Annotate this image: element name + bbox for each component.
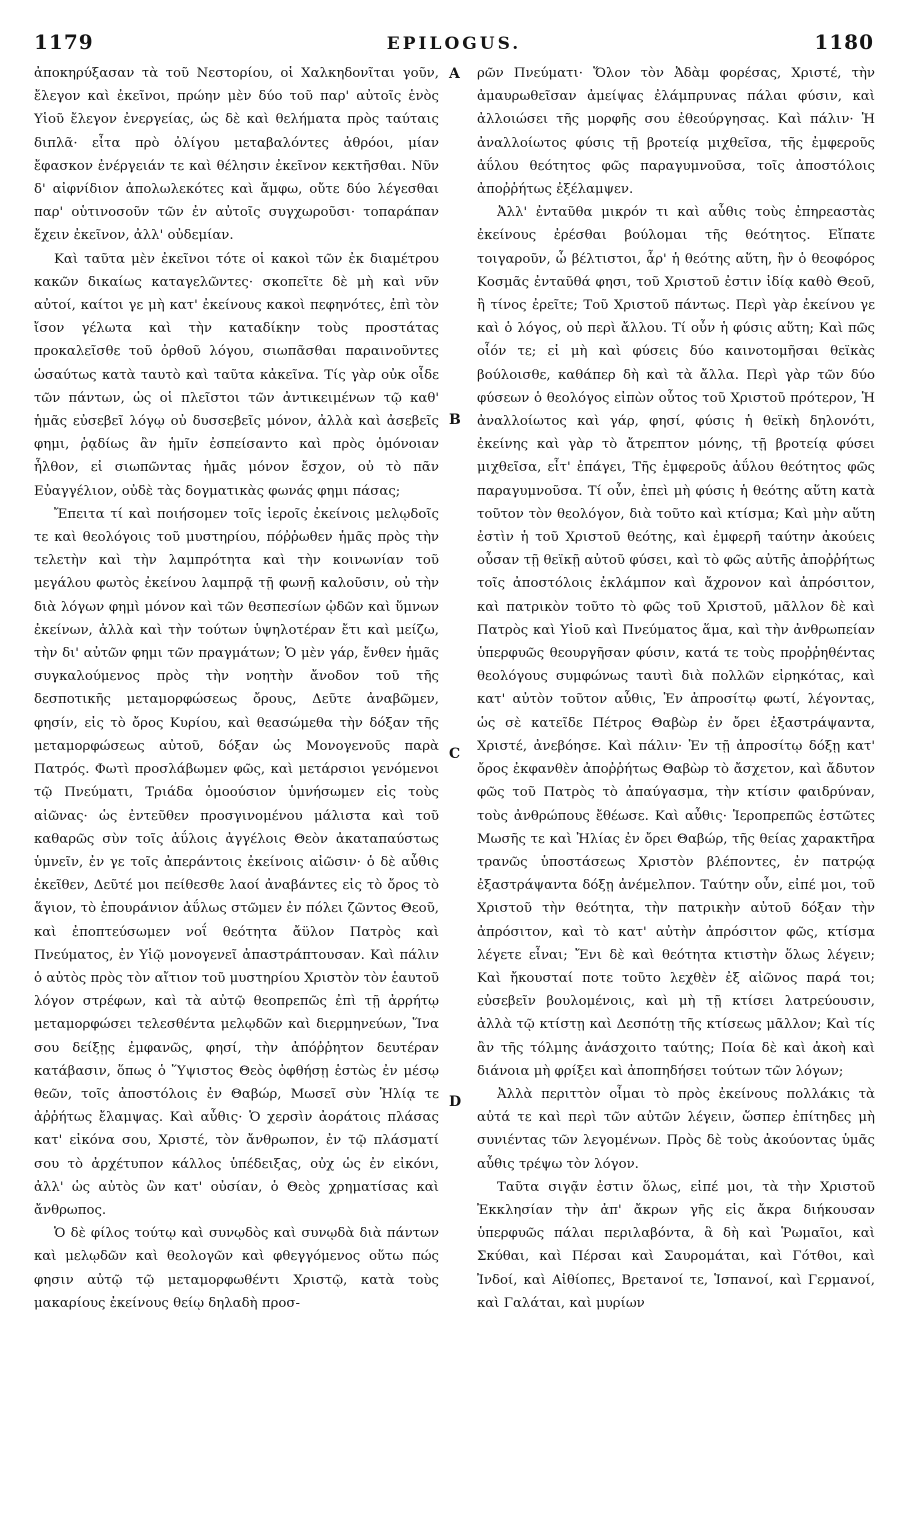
paragraph: Καὶ ταῦτα μὲν ἐκεῖνοι τότε οἱ κακοὶ τῶν ἐκ διαμέτρου κακῶν δικαίως καταγελῶντες· σκοπεῖτε δὲ μὴ καὶ νῦν αὐτοί, καίτοι γε μὴ κατ' ἐκείνους κακοὶ πεφηνότες, ἐπὶ τὸν ἴσον γέλωτα καὶ τὴν καταδίκην τοὺς προστάτας προκαλεῖσθε τοῦ ὀρθοῦ λόγου, σιωπᾶσθαι παραινοῦντες ὡσαύτως κατὰ ταυτὸ καὶ ταῦτα κἀκεῖνα. Τίς γὰρ οὐκ οἶδε τῶν πάντων, ὡς οἱ πλεῖστοι τῶν ἀντικειμένων τῷ καθ' ἡμᾶς εὐσεβεῖ λόγῳ οὐ δυσσεβεῖς μόνον, ἀλλὰ καὶ ἀσεβεῖς φημι, ῥᾳδίως ἂν ἡμῖν ἐσπείσαντο καὶ πρὸς ὁμόνοιαν ἧλθον, εἰ σιωπῶντας ἡμᾶς μόνον ἔσχον, οὐ τὸ πᾶν Εὐαγγέλιον, οὐδὲ τὰς δογματικὰς φωνάς φημι πάσας; <box>34 251 439 499</box>
section-marker-d: D <box>449 1094 462 1110</box>
section-marker-b: B <box>449 412 461 428</box>
section-marker-a: A <box>449 66 460 82</box>
right-column <box>477 62 875 1315</box>
left-column <box>34 62 439 1315</box>
paragraph: Ἀλλὰ περιττὸν οἶμαι τὸ πρὸς ἐκείνους πολλάκις τὰ αὐτά τε καὶ περὶ τῶν αὐτῶν λέγειν, ὥσπερ ἐπίτηδες μὴ συνιέντας τῶν λεγομένων. Πρὸς δὲ τοὺς ἀκούοντας ὑμᾶς αὖθις τρέψω τὸν λόγον. <box>477 1086 875 1172</box>
page-number-right: 1180 <box>814 30 874 54</box>
paragraph: Ταῦτα σιγᾷν ἐστιν ὅλως, εἰπέ μοι, τὰ τὴν Χριστοῦ Ἐκκλησίαν τὴν ἀπ' ἄκρων γῆς εἰς ἄκρα διήκουσαν ὑπερφυῶς πάλαι περιλαβόντα, ἃ δὴ καὶ Ῥωμαῖοι, καὶ Σκύθαι, καὶ Πέρσαι καὶ Σαυρομάται, καὶ Γότθοι, καὶ Ἰνδοί, καὶ Αἰθίοπες, Βρετανοί τε, Ἱσπανοί, καὶ Γερμανοί, καὶ Γαλάται, καὶ μυρίων <box>477 1179 875 1311</box>
section-marker-c: C <box>449 746 461 762</box>
paragraph: Ἔπειτα τί καὶ ποιήσομεν τοῖς ἱεροῖς ἐκείνοις μελῳδοῖς τε καὶ θεολόγοις τοῦ μυστηρίου, πόῤῥωθεν ἡμᾶς πρὸς τὴν τελετὴν καὶ τὴν λαμπρότητα καὶ τὴν κοινωνίαν τοῦ μεγάλου φωτὸς ἐκείνου λαμπρᾷ τῇ φωνῇ καλοῦσιν, οὐ τὴν διὰ λόγων φημὶ μόνον καὶ τῶν θεσπεσίων ᾠδῶν καὶ ὕμνων ἐκείνων, ἀλλὰ καὶ τὴν τούτων ὑψηλοτέραν ἔτι καὶ μείζω, τὴν δι' αὐτῶν φημι τῶν πραγμάτων; Ὁ μὲν γάρ, ἔνθεν ἡμᾶς συγκαλούμενος πρὸς τὴν νοητὴν ἄνοδον τοῦ τῆς δεσποτικῆς μεταμορφώσεως ὄρους, Δεῦτε ἀναβῶμεν, φησίν, εἰς τὸ ὄρος Κυρίου, καὶ θεασώμεθα τὴν δόξαν τῆς μεταμορφώσεως αὐτοῦ, δόξαν ὡς Μονογενοῦς παρὰ Πατρός. Φωτὶ προσλάβωμεν φῶς, καὶ μετάρσιοι γενόμενοι τῷ Πνεύματι, Τριάδα ὁμοούσιον ὑμνήσωμεν εἰς τοὺς αἰῶνας· ὡς ἐντεῦθεν προσγινομένου μάλιστα καὶ τοῦ καθαρῶς σὺν τοῖς ἀΰλοις ἀγγέλοις Θεὸν ἀκαταπαύστως ὑμνεῖν, ἐν γε τοῖς ἀπεράντοις ἐκείνοις αἰῶσιν· ὁ δὲ αὖθις ἐκεῖθεν, Δεῦτέ μοι πείθεσθε λαοί ἀναβάντες εἰς τὸ ὄρος τὸ ἅγιον, τὸ ἐπουράνιον ἀΰλως στῶμεν ἐν πόλει ζῶντος Θεοῦ, καὶ ἐποπτεύσωμεν νοΐ θεότητα ἄϋλον Πατρὸς καὶ Πνεύματος, ἐν Υἱῷ μονογενεῖ ἀπαστράπτουσαν. Καὶ πάλιν ὁ αὐτὸς πρὸς τὸν αἴτιον τοῦ μυστηρίου Χριστὸν τὸν ἑαυτοῦ λόγον στρέφων, καὶ τὰ αὐτῷ θεοπρεπῶς ἐπὶ τῇ ἀρρήτῳ μεταμορφώσει τελεσθέντα μελῳδῶν καὶ διερμηνεύων, Ἵνα σου δείξῃς ἐμφανῶς, φησί, τὴν ἀπόῤῥητον δευτέραν κατάβασιν, ὅπως ὁ Ὕψιστος Θεὸς ὀφθήσῃ ἑστὼς ἐν μέσῳ θεῶν, τοῖς ἀποστόλοις ἐν Θαβώρ, Μωσεῖ σὺν Ἠλίᾳ τε ἀῤῥήτως ἔλαμψας. Καὶ αὖθις· Ὁ χερσὶν ἀοράτοις πλάσας κατ' εἰκόνα σου, Χριστέ, τὸν ἄνθρωπον, ἐν τῷ πλάσματί σου τὸ ἀρχέτυπον κάλλος ὑπέδειξας, οὐχ ὡς ἐν εἰκόνι, ἀλλ' ὡς αὐτὸς ὢν κατ' οὐσίαν, ὁ Θεὸς χρηματίσας καὶ ἄνθρωπος. <box>34 506 439 1218</box>
running-title: EPILOGUS. <box>386 34 522 54</box>
paragraph: ρῶν Πνεύματι· Ὅλον τὸν Ἀδὰμ φορέσας, Χριστέ, τὴν ἀμαυρωθεῖσαν ἀμείψας ἐλάμπρυνας πάλαι φύσιν, καὶ ἀλλοιώσει τῆς μορφῆς σου ἐθεούργησας. Καὶ πάλιν· Ἡ ἀναλλοίωτος φύσις τῇ βροτείᾳ μιχθεῖσα, τῆς ἐμφεροῦς ἀΰλου θεότητος φῶς παραγυμνοῦσα, τοῖς ἀποστόλοις ἀποῤῥήτως ἐξέλαμψεν. <box>477 66 875 198</box>
paragraph: Ὁ δὲ φίλος τούτῳ καὶ συνῳδὸς καὶ συνῳδὰ διὰ πάντων καὶ μελῳδῶν καὶ θεολογῶν καὶ φθεγγόμενος οὕτω πώς φησιν αὐτῷ τῷ μεταμορφωθέντι Χριστῷ, κατὰ τοὺς μακαρίους ἐκείνους θείῳ δηλαδὴ προσ- <box>34 1226 439 1311</box>
page-number-left: 1179 <box>34 30 94 54</box>
paragraph: Ἀλλ' ἐνταῦθα μικρόν τι καὶ αὖθις τοὺς ἐπηρεαστὰς ἐκείνους ἐρέσθαι βούλομαι τῆς θεότητος. Εἴπατε τοιγαροῦν, ὦ βέλτιστοι, ἆρ' ἡ θεότης αὕτη, ἣν ὁ θεοφόρος Κοσμᾶς ἐνταῦθά φησι, τοῦ Χριστοῦ ἐστιν ἰδίᾳ καθὸ Θεοῦ, ἢ τίνος ἐρεῖτε; Τοῦ Χριστοῦ πάντως. Περὶ γὰρ ἐκείνου γε καὶ ὁ λόγος, οὐ περὶ ἄλλου. Τί οὖν ἡ φύσις αὕτη; Καὶ πῶς οἷόν τε; εἰ μὴ καὶ φύσεις δύο καινοτομῆσαι θεϊκὰς βούλοισθε, καθάπερ δὴ καὶ τὰ ἄλλα. Περὶ γὰρ τῶν δύο φύσεων ὁ θεολόγος εἰπὼν οὗτος τοῦ Χριστοῦ πρότερον, Ἡ ἀναλλοίωτος καὶ γάρ, φησί, φύσις ἡ θεϊκὴ δηλονότι, ἐκείνης καὶ γὰρ τὸ ἄτρεπτον μόνης, τῇ βροτείᾳ φύσει μιχθεῖσα, εἶτ' ἐπάγει, Τῆς ἐμφεροῦς ἀΰλου θεότητος φῶς παραγυμνοῦσα. Τί οὖν, ἐπεὶ μὴ φύσις ἡ θεότης αὕτη κατὰ τοῦτον τὸν θεολόγον, διὰ τοῦτο καὶ κτίσμα; Καὶ μὴν αὕτη ἐστὶν ἡ τοῦ Χριστοῦ θεότης, καὶ ἐμφερῆ ταύτην ἀκούεις οὖσαν τῇ θεϊκῇ αὐτοῦ φύσει, καὶ τὸ φῶς αὐτῆς ἀποῤῥήτως τοῖς ἀποστόλοις ἐκλάμπον καὶ ἄχρονον καὶ ἀπρόσιτον, καὶ πατρικὸν τοῦτο τὸ φῶς τοῦ Χριστοῦ, μᾶλλον δὲ καὶ Πατρὸς καὶ Υἱοῦ καὶ Πνεύματος ἅμα, καὶ τὴν ἀνθρωπείαν ὑπερφυῶς θεουργῆσαν φύσιν, κατά τε τοὺς προῤῥηθέντας θεολόγους συμφώνως ταυτὶ διὰ πολλῶν εἰρηκότας, καὶ κατ' αὐτὸν τοῦτον αὖθις, Ἐν ἀπροσίτῳ φωτί, λέγοντας, ὡς σὲ κατεῖδε Πέτρος Θαβὼρ ἐν ὄρει ἐξαστράψαντα, Χριστέ, ἀνεβόησε. Καὶ πάλιν· Ἐν τῇ ἀπροσίτῳ δόξῃ κατ' ὄρος ἐκφανθὲν ἀποῤῥήτως Θαβὼρ τὸ ἄσχετον, καὶ ἄδυτον φῶς τοῦ Πατρὸς τὸ ἀπαύγασμα, τὴν κτίσιν φαιδρύναν, τοὺς ἀνθρώπους ἔθέωσε. Καὶ αὖθις· Ἱεροπρεπῶς ἑστῶτες Μωσῆς τε καὶ Ἠλίας ἐν ὄρει Θαβώρ, τῆς θείας χαρακτῆρα τρανῶς ὑποστάσεως Χριστὸν βλέποντες, ἐν πατρῴᾳ ἐξαστράψαντα δόξῃ ἀνέμελπον. Ταύτην οὖν, εἰπέ μοι, τοῦ Χριστοῦ τὴν θεότητα, τὴν πατρικὴν αὐτοῦ δόξαν τὴν ἀπρόσιτον, καὶ τὸ κατ' αὐτὴν ἀπρόσιτον φῶς, κτίσμα λέγετε εἶναι; Ἔνι δὲ καὶ θεότητα κτιστὴν ὅλως λέγειν; Καὶ ἤκουσταί ποτε τοῦτο λεχθὲν ἐξ αἰῶνος παρά τοι; εὐσεβεῖν βουλομένοις, καὶ μὴ τῇ κτίσει λατρεύουσιν, ἀλλὰ τῷ κτίστῃ καὶ Δεσπότῃ τῆς κτίσεως μᾶλλον; Καὶ τίς ἂν τῆς τόλμης ἀνάσχοιτο ταύτης; Ποία δὲ καὶ ἀκοὴ καὶ διάνοια μὴ φρίξει καὶ ἀποπηδήσει τούτων τῶν λόγων; <box>477 205 875 1079</box>
paragraph: ἀποκηρύξασαν τὰ τοῦ Νεστορίου, οἱ Χαλκηδονῖται γοῦν, ἔλεγον καὶ ἐκεῖνοι, πρώην μὲν δύο τοῦ παρ' αὐτοῖς ἑνὸς Υἱοῦ ἔλεγον ἐνεργείας, ὡς δὲ καὶ θελήματα πρὸς ταύταις διπλᾶ· εἶτα πρὸ ὀλίγου μεταβαλόντες ἀθρόοι, μίαν ἔφασκον ἐνέργειάν τε καὶ θέλησιν ἐκεῖνον κεκτῆσθαι. Νῦν δ' αἰφνίδιον ἀπολωλεκότες καὶ ἄμφω, οὔτε δύο λέγεσθαι παρ' οὑτινοσοῦν τῶν ἐν αὐτοῖς συγχωροῦσι· τοπαράπαν ἔχειν ἐκεῖνον, ἀλλ' οὐδεμίαν. <box>34 66 439 244</box>
